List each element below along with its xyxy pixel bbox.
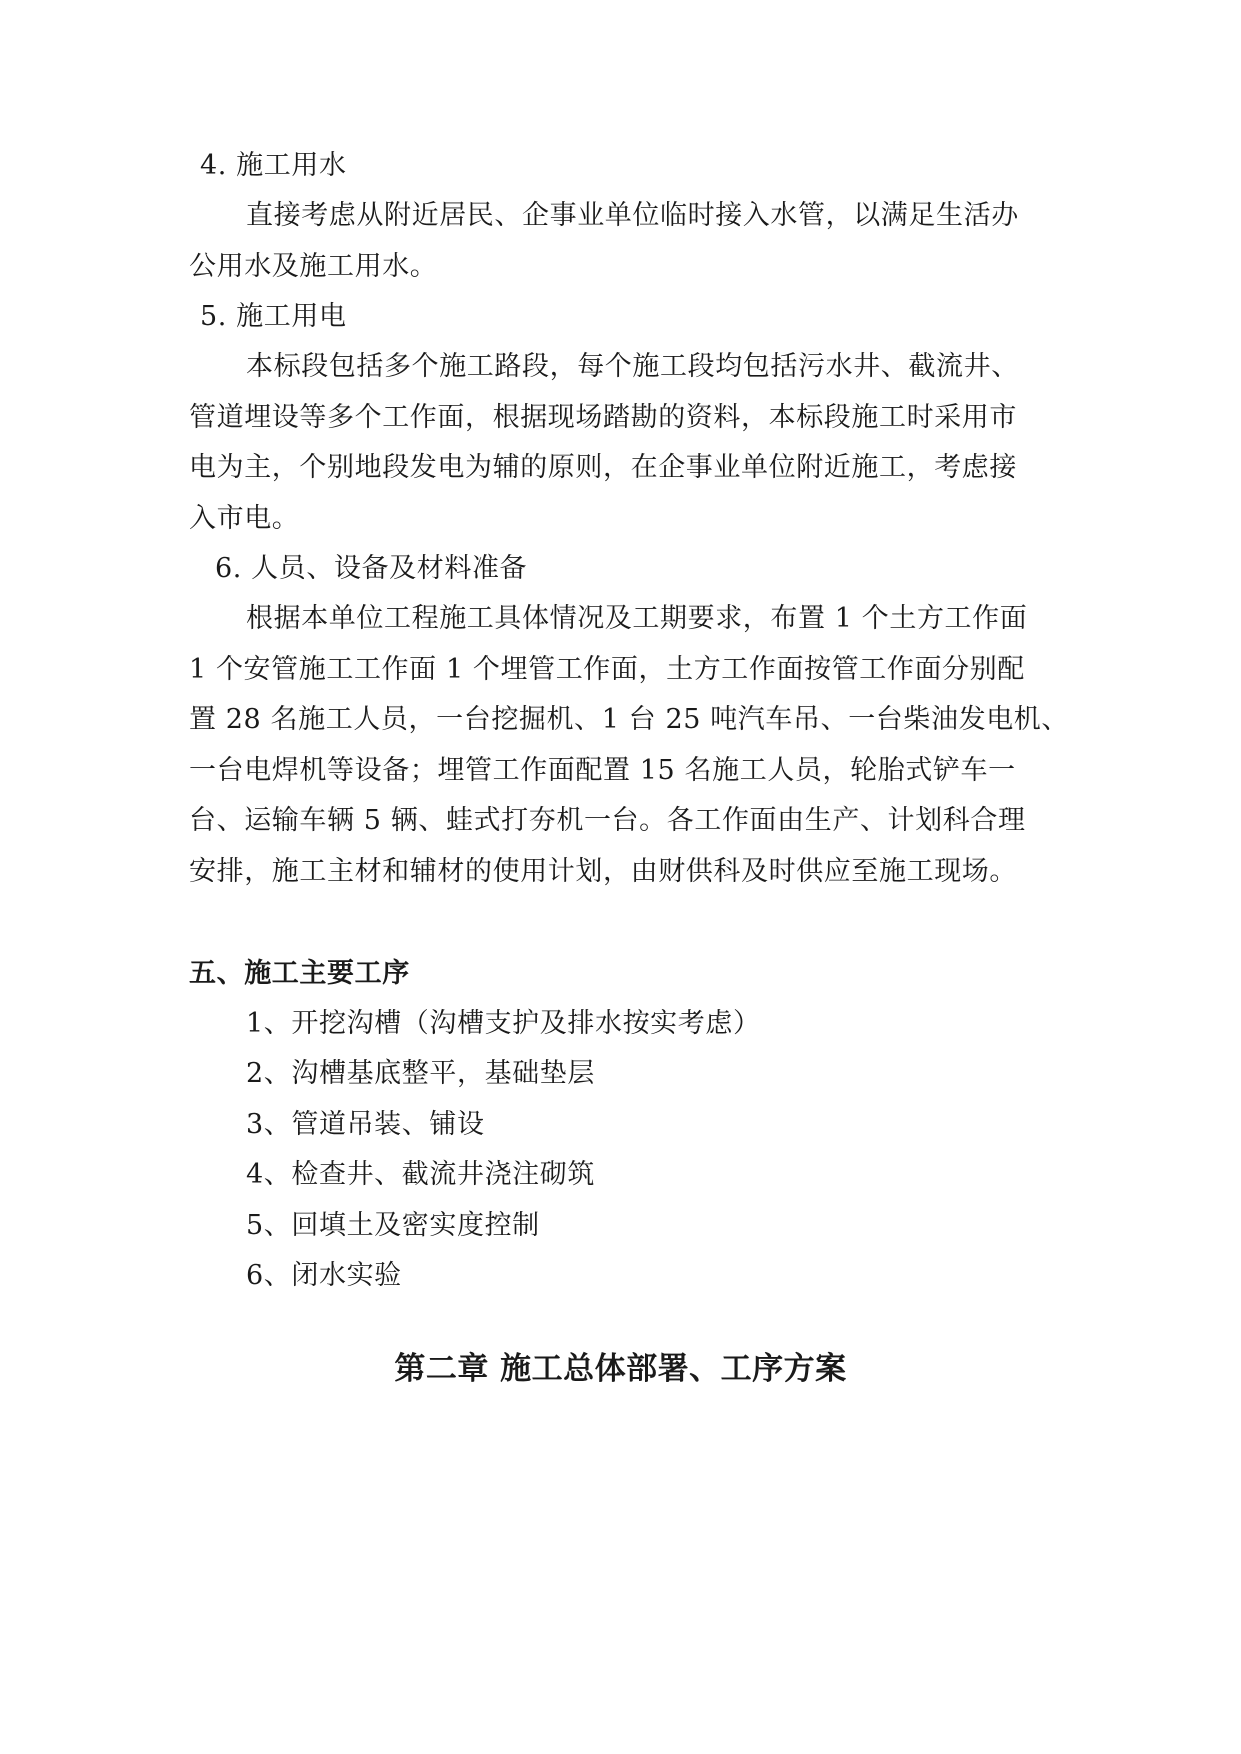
list-item: 3、管道吊装、铺设	[246, 1109, 485, 1140]
paragraph-line: 本标段包括多个施工路段，每个施工段均包括污水井、截流井、	[246, 351, 1019, 382]
paragraph-line: 根据本单位工程施工具体情况及工期要求，布置 1 个土方工作面	[246, 603, 1028, 634]
paragraph-line: 入市电。	[189, 503, 300, 534]
list-item: 5、回填土及密实度控制	[246, 1210, 540, 1241]
paragraph-line: 直接考虑从附近居民、企事业单位临时接入水管，以满足生活办	[246, 200, 1019, 231]
section-5-heading: 5. 施工用电	[200, 301, 347, 332]
list-item: 6、闭水实验	[246, 1260, 402, 1291]
paragraph-line: 管道埋设等多个工作面，根据现场踏勘的资料，本标段施工时采用市	[189, 402, 1017, 433]
list-item: 2、沟槽基底整平，基础垫层	[246, 1058, 595, 1089]
paragraph-line: 置 28 名施工人员，一台挖掘机、1 台 25 吨汽车吊、一台柴油发电机、	[189, 704, 1070, 735]
section-4-heading: 4. 施工用水	[200, 150, 347, 181]
paragraph-line: 电为主，个别地段发电为辅的原则，在企事业单位附近施工，考虑接	[189, 452, 1017, 483]
paragraph-line: 公用水及施工用水。	[189, 251, 438, 282]
section-five-heading: 五、施工主要工序	[189, 958, 410, 989]
section-6-heading: 6. 人员、设备及材料准备	[215, 553, 528, 584]
paragraph-line: 安排，施工主材和辅材的使用计划，由财供科及时供应至施工现场。	[189, 856, 1017, 887]
list-item: 1、开挖沟槽（沟槽支护及排水按实考虑）	[246, 1008, 761, 1039]
list-item: 4、检查井、截流井浇注砌筑	[246, 1159, 595, 1190]
paragraph-line: 1 个安管施工工作面 1 个埋管工作面，土方工作面按管工作面分别配	[189, 654, 1025, 685]
paragraph-line: 一台电焊机等设备；埋管工作面配置 15 名施工人员，轮胎式铲车一	[189, 755, 1016, 786]
paragraph-line: 台、运输车辆 5 辆、蛙式打夯机一台。各工作面由生产、计划科合理	[189, 805, 1026, 836]
chapter-title: 第二章 施工总体部署、工序方案	[394, 1351, 847, 1387]
